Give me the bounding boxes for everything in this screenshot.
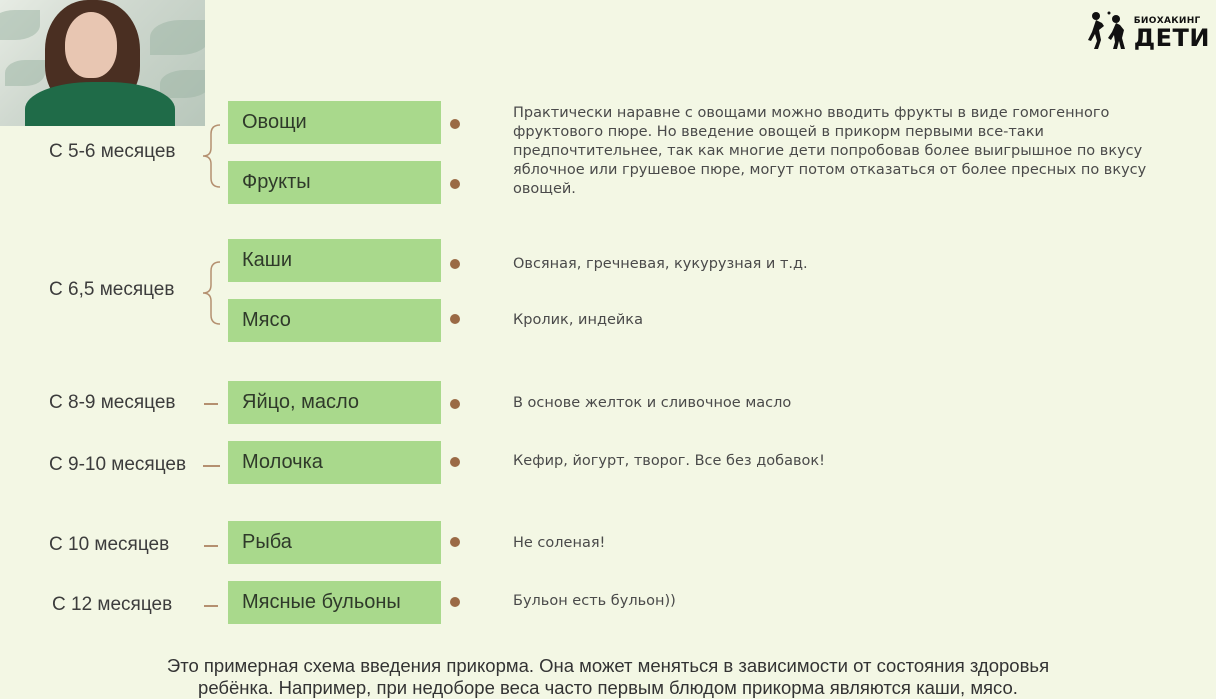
age-label-6-5: С 6,5 месяцев — [49, 279, 175, 300]
food-box-egg-butter: Яйцо, масло — [228, 381, 441, 424]
description-dairy: Кефир, йогурт, творог. Все без добавок! — [513, 453, 825, 469]
description-vegetables-fruits: Практически наравне с овощами можно вводить фрукты в виде гомогенного фруктового пюре. Но введение овощей в прикорм первыми все-таки предпочтительнее, так как многие дети попробовав более выигрышное по вкусу яблочное или грушевое пюре, могут потом отказаться от более пресных по вкусу овощей. — [513, 105, 1147, 197]
age-label-12: С 12 месяцев — [52, 594, 173, 615]
age-label-9-10: С 9-10 месяцев — [49, 454, 187, 475]
connector-dash — [204, 545, 218, 547]
bullet-dot — [450, 597, 460, 607]
caption-line-1: Это примерная схема введения прикорма. Она может меняться в зависимости от состояния здоровья — [166, 655, 1050, 676]
presenter-webcam-video — [0, 0, 205, 126]
bullet-dot — [450, 399, 460, 409]
age-label-5-6: С 5-6 месяцев — [49, 141, 176, 162]
food-box-vegetables: Овощи — [228, 101, 441, 144]
bullet-dot — [450, 457, 460, 467]
logo-small-text: БИОХАКИНГ — [1133, 16, 1201, 26]
description-egg-butter: В основе желток и сливочное масло — [513, 395, 792, 411]
food-box-dairy: Молочка — [228, 441, 441, 484]
description-fish: Не соленая! — [513, 535, 606, 551]
bullet-dot — [450, 259, 460, 269]
bullet-dot — [450, 537, 460, 547]
food-box-fish: Рыба — [228, 521, 441, 564]
brace-5-6 — [200, 124, 222, 188]
connector-dash — [203, 465, 220, 467]
connector-dash — [204, 605, 218, 607]
age-label-8-9: С 8-9 месяцев — [49, 392, 176, 413]
bullet-dot — [450, 314, 460, 324]
food-box-fruits: Фрукты — [228, 161, 441, 204]
age-label-10: С 10 месяцев — [49, 534, 170, 555]
description-porridge: Овсяная, гречневая, кукурузная и т.д. — [513, 256, 808, 272]
caption-line-2: ребёнка. Например, при недоборе веса часто первым блюдом прикорма являются каши, мясо. — [198, 677, 1018, 698]
food-box-porridge: Каши — [228, 239, 441, 282]
bullet-dot — [450, 119, 460, 129]
logo-big-text: ДЕТИ — [1133, 24, 1210, 52]
description-meat-broths: Бульон есть бульон)) — [513, 593, 676, 609]
food-box-meat: Мясо — [228, 299, 441, 342]
slide-caption — [0, 655, 1216, 699]
description-meat: Кролик, индейка — [513, 312, 643, 328]
children-silhouette-icon — [1086, 10, 1130, 50]
brace-6-5 — [200, 261, 222, 325]
biohacking-deti-logo — [1086, 10, 1210, 50]
food-box-meat-broths: Мясные бульоны — [228, 581, 441, 624]
connector-dash — [204, 403, 218, 405]
bullet-dot — [450, 179, 460, 189]
